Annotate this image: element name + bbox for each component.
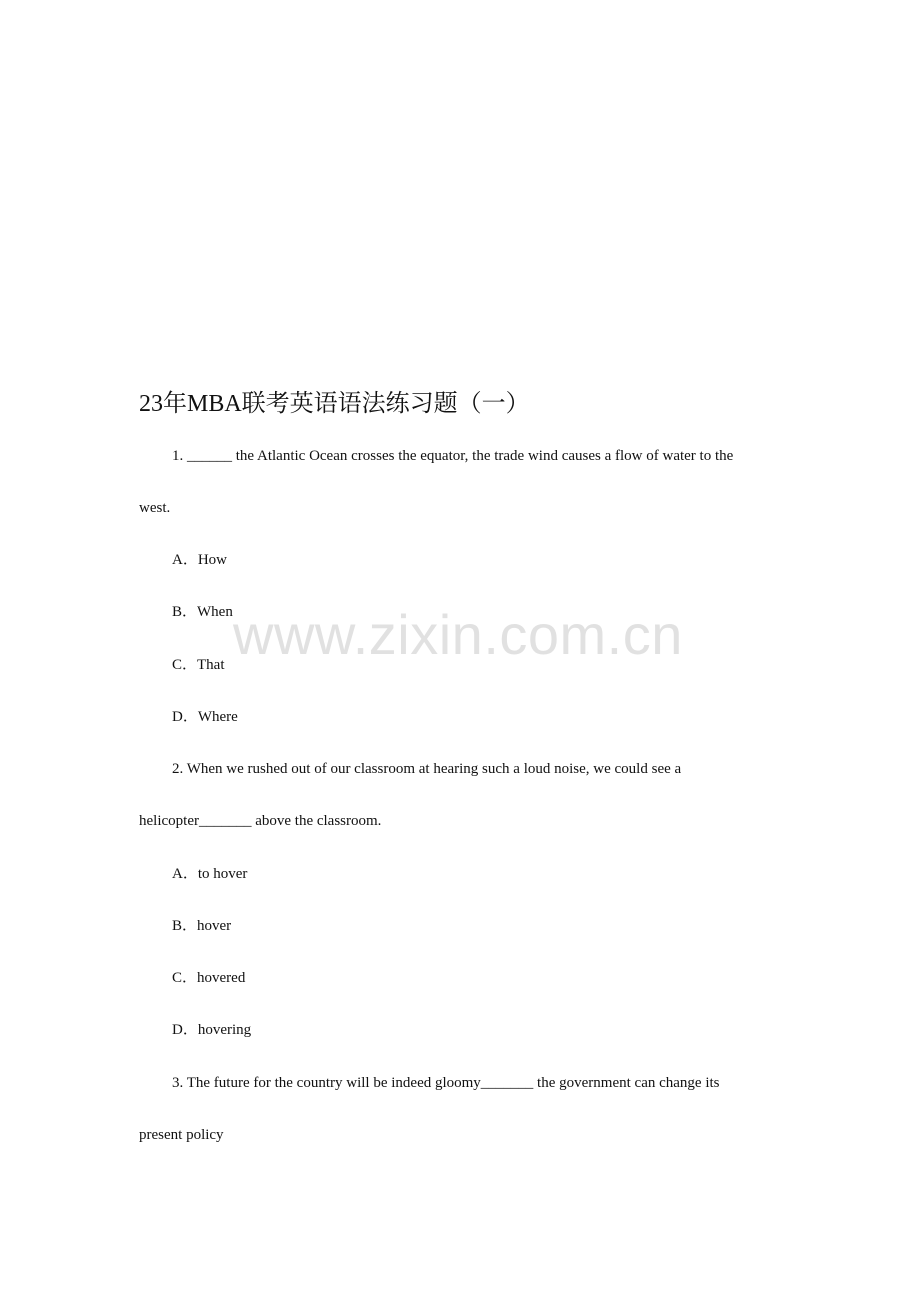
option-letter: D． xyxy=(172,709,198,725)
option-letter: B． xyxy=(172,604,198,620)
option-letter: A． xyxy=(172,552,198,568)
question-1-option-d xyxy=(172,707,238,727)
option-text: That xyxy=(197,657,225,673)
option-text: to hover xyxy=(197,866,248,882)
question-1-text: 1. ______ the Atlantic Ocean crosses the equator, the trade wind causes a flow of water to the xyxy=(172,448,734,464)
option-letter: C． xyxy=(172,970,198,986)
option-text: hover xyxy=(197,918,232,934)
document-title: 23年MBA联考英语语法练习题（一） xyxy=(139,391,530,417)
question-1-text-cont: west. xyxy=(139,500,171,516)
option-text: hovering xyxy=(197,1022,252,1038)
option-letter: B． xyxy=(172,918,198,934)
question-2-option-d xyxy=(172,1020,251,1040)
option-text: When xyxy=(197,604,233,620)
option-letter: A． xyxy=(172,866,198,882)
option-letter: C． xyxy=(172,657,198,673)
question-3-text-cont: present policy xyxy=(139,1127,224,1143)
option-text: How xyxy=(197,552,228,568)
question-1-option-b xyxy=(172,602,233,622)
question-3-text: 3. The future for the country will be indeed gloomy_______ the government can change its xyxy=(172,1075,720,1091)
option-text: Where xyxy=(197,709,238,725)
question-1-option-c xyxy=(172,655,225,675)
question-2-text: 2. When we rushed out of our classroom at hearing such a loud noise, we could see a xyxy=(172,761,682,777)
question-2-option-c xyxy=(172,968,245,988)
question-1-option-a xyxy=(172,550,227,570)
question-2-text-cont: helicopter_______ above the classroom. xyxy=(139,813,382,829)
option-letter: D． xyxy=(172,1022,198,1038)
option-text: hovered xyxy=(197,970,246,986)
question-2-option-b xyxy=(172,916,231,936)
watermark: www.zixin.com.cn xyxy=(233,603,683,666)
question-2-option-a xyxy=(172,864,247,884)
